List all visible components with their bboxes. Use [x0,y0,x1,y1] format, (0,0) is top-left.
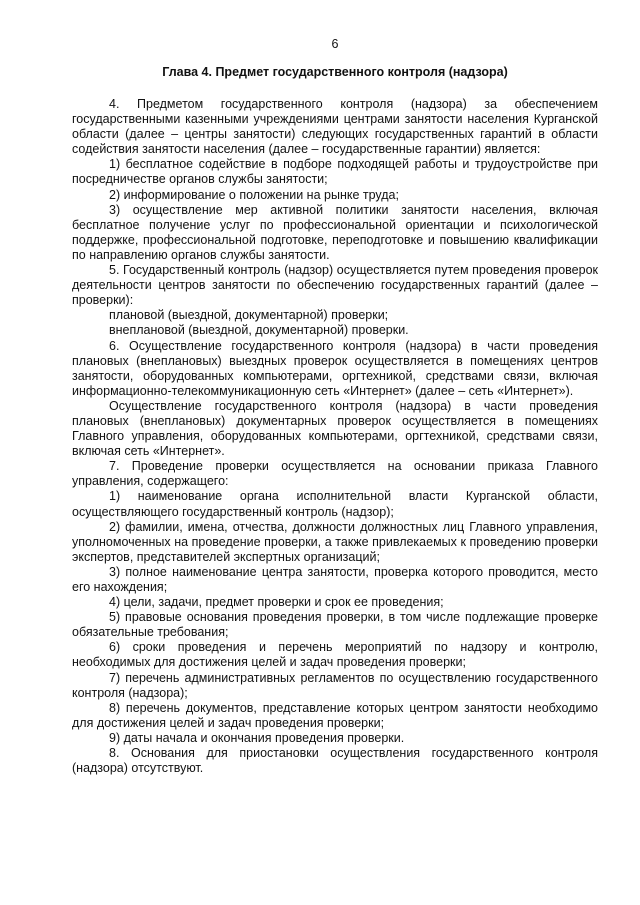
paragraph: 6) сроки проведения и перечень мероприятий по надзору и контролю, необходимых для достижения целей и задач проведения проверки; [72,640,598,670]
paragraph: 2) фамилии, имена, отчества, должности должностных лиц Главного управления, уполномоченных на проведение проверки, а также привлекаемых к проведению проверки экспертов, представителей экспертных организаций; [72,519,598,564]
paragraph: 1) бесплатное содействие в подборе подходящей работы и трудоустройстве при посредничестве органов службы занятости; [72,157,598,187]
paragraph: 4. Предметом государственного контроля (надзора) за обеспечением государственными казенными учреждениями центрами занятости населения Курганской области (далее – центры занятости) следующих государственных гарантий в области содействия занятости населения (далее – государственные гарантии) является: [72,97,598,157]
paragraph: 1) наименование органа исполнительной власти Курганской области, осуществляющего государственный контроль (надзор); [72,489,598,519]
paragraph: 9) даты начала и окончания проведения проверки. [109,730,405,745]
paragraph: Осуществление государственного контроля (надзора) в части проведения плановых (внеплановых) документарных проверок осуществляется в помещениях Главного управления, оборудованных компьютерами, оргтехникой, средствами связи, включая сеть «Интернет». [72,398,598,459]
paragraph: 8) перечень документов, представление которых центром занятости необходимо для достижения целей и задач проведения проверки; [72,700,598,730]
paragraph: 8. Основания для приостановки осуществления государственного контроля (надзора) отсутствуют. [72,746,598,776]
paragraph: 7. Проведение проверки осуществляется на основании приказа Главного управления, содержащего: [72,459,598,489]
paragraph: 4) цели, задачи, предмет проверки и срок ее проведения; [109,595,444,610]
paragraph: плановой (выездной, документарной) проверки; [109,308,389,323]
document-body [72,97,598,776]
paragraph: 5) правовые основания проведения проверки, в том числе подлежащие проверке обязательные требования; [72,610,598,640]
paragraph: 7) перечень административных регламентов по осуществлению государственного контроля (надзора); [72,670,598,700]
paragraph: 3) осуществление мер активной политики занятости населения, включая бесплатное получение услуг по профессиональной ориентации и психологической поддержке, профессиональной подготовке, переподготовке и повышению квалификации по направлению органов службы занятости. [72,202,598,262]
paragraph: 5. Государственный контроль (надзор) осуществляется путем проведения проверок деятельности центров занятости по обеспечению государственных гарантий (далее – проверки): [72,263,598,308]
paragraph: 3) полное наименование центра занятости, проверка которого проводится, место его нахождения; [72,564,598,594]
document-page [72,36,598,776]
page-number: 6 [331,37,339,51]
paragraph: 2) информирование о положении на рынке труда; [109,187,399,202]
paragraph: внеплановой (выездной, документарной) проверки. [109,323,409,338]
paragraph: 6. Осуществление государственного контроля (надзора) в части проведения плановых (внеплановых) выездных проверок осуществляется в помещениях центров занятости, оборудованных компьютерами, оргтехникой, средствами связи, включая информационно-телекоммуникационную сеть «Интернет» (далее – сеть «Интернет»). [72,338,598,398]
chapter-title: Глава 4. Предмет государственного контроля (надзора) [162,65,508,79]
